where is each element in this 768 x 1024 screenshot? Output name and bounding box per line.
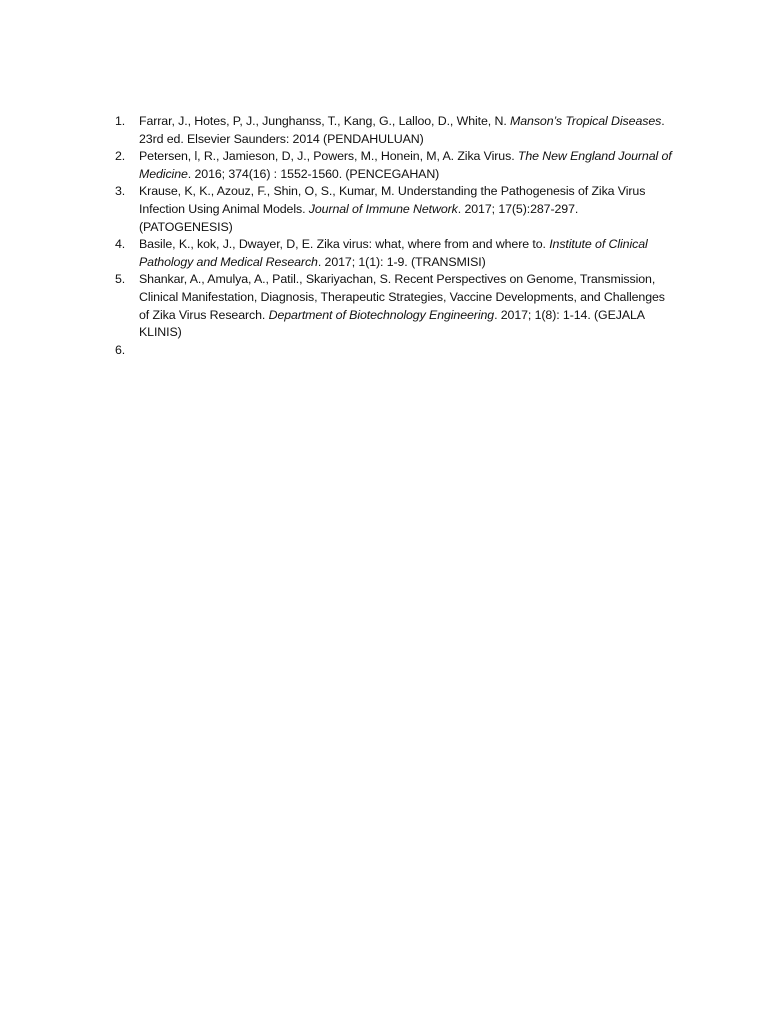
reference-source: The New England Journal of Medicine [139,149,672,181]
reference-item [115,148,675,183]
reference-text [139,183,675,236]
reference-number: 2. [115,149,126,164]
reference-text [139,148,675,183]
reference-source: Manson’s Tropical Diseases [510,114,662,128]
reference-list [115,113,675,359]
reference-text [139,236,675,271]
reference-authors-title: Petersen, l, R., Jamieson, D, J., Powers, M., Honein, M, A. Zika Virus. [139,149,518,164]
reference-details: . 2016; 374(16) : 1552-1560. (PENCEGAHAN) [187,166,440,181]
reference-details: . 23rd ed. Elsevier Saunders: 2014 (PENDAHULUAN) [139,114,665,146]
reference-item [115,113,675,148]
reference-authors-title: Farrar, J., Hotes, P, J., Junghanss, T., Kang, G., Lalloo, D., White, N. [139,114,511,128]
reference-item [115,271,675,341]
reference-number: 1. [115,114,126,128]
reference-text [139,113,675,148]
reference-source: Institute of Clinical Pathology and Medical Research [139,237,648,269]
reference-item [115,236,675,271]
reference-authors-title: Basile, K., kok, J., Dwayer, D, E. Zika virus: what, where from and where to. [139,237,550,252]
reference-item [115,183,675,236]
reference-text [139,271,675,341]
reference-item [115,342,675,360]
reference-details: . 2017; 1(1): 1-9. (TRANSMISI) [317,254,486,269]
reference-source: Department of Biotechnology Engineering [268,307,495,322]
reference-number: 5. [115,272,126,287]
reference-source: Journal of Immune Network [308,201,458,216]
reference-authors-title: Shankar, A., Amulya, A., Patil., Skariyachan, S. Recent Perspectives on Genome, Transmission, Clinical Manifestation, Diagnosis, Therapeutic Strategies, Vaccine Developments, and Challenges of Zika Virus Research. [139,272,665,322]
reference-number: 4. [115,237,126,252]
reference-details: . 2017; 17(5):287-297. (PATOGENESIS) [139,201,579,234]
reference-number: 6. [115,342,126,357]
reference-authors-title: Krause, K, K., Azouz, F., Shin, O, S., Kumar, M. Understanding the Pathogenesis of Zika Virus Infection Using Animal Models. [139,184,646,216]
reference-details: . 2017; 1(8): 1-14. (GEJALA KLINIS) [139,307,645,340]
reference-number: 3. [115,184,126,199]
